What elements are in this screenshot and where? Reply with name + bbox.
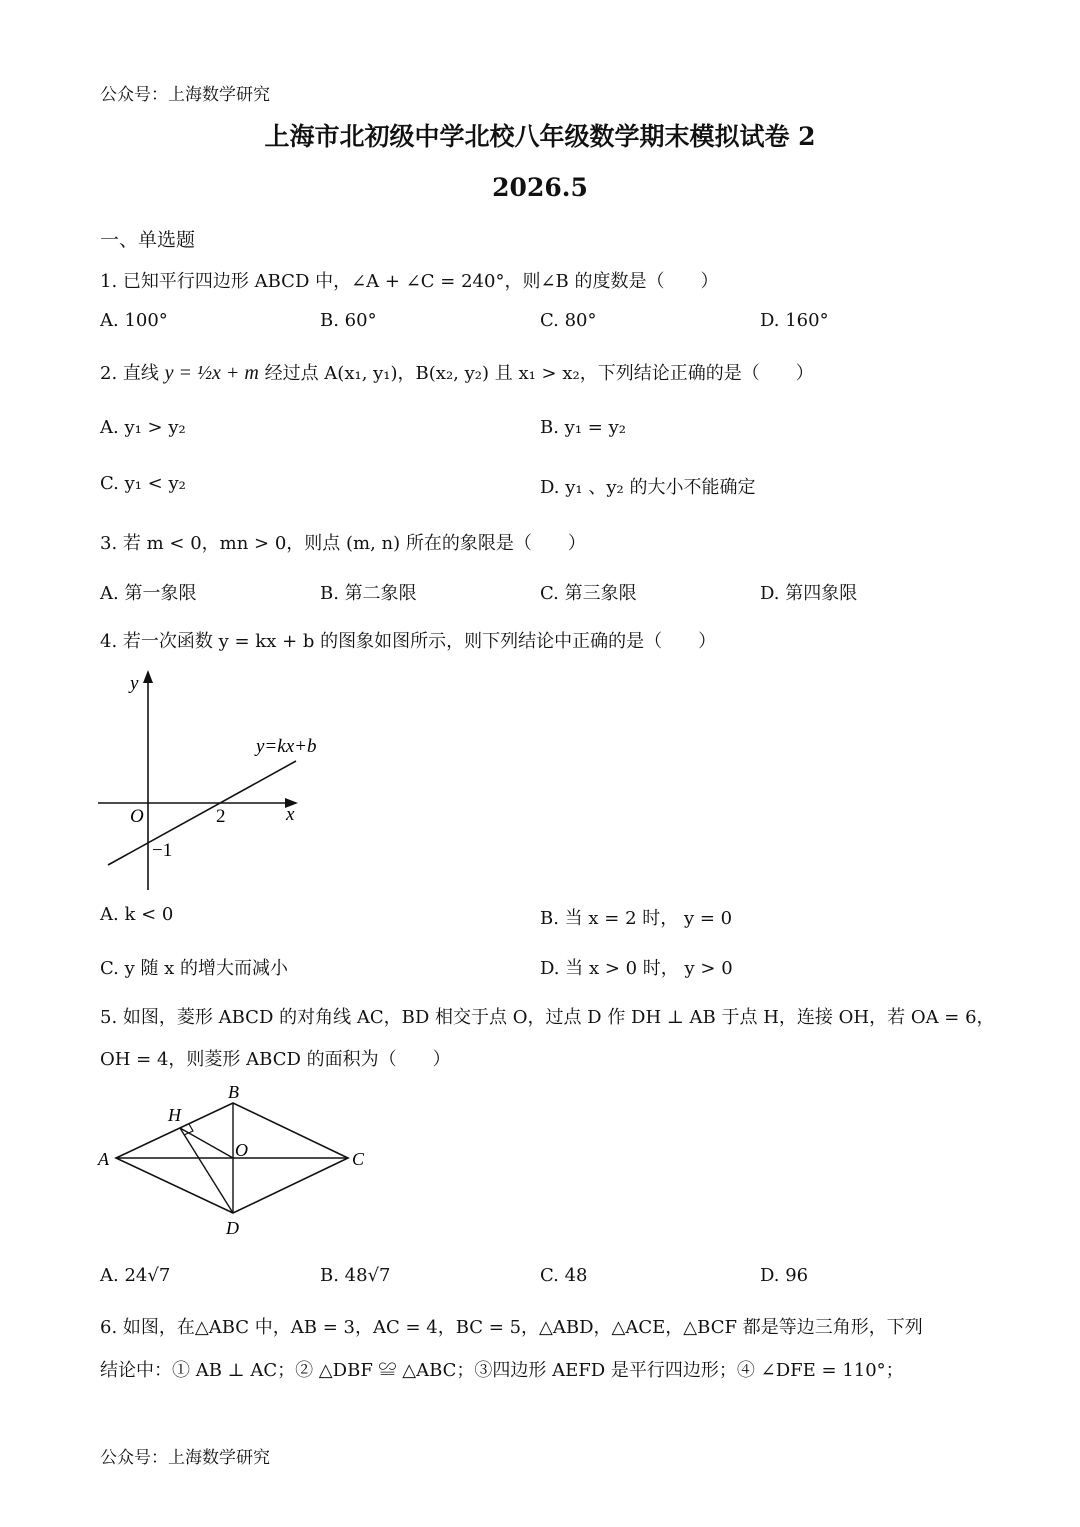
question-2-option-a: A. y₁ > y₂: [100, 417, 186, 438]
question-2-stem: [100, 359, 814, 385]
question-1-option-c: C. 80°: [540, 310, 597, 331]
y-intercept-label: −1: [152, 840, 173, 861]
question-3-option-b: B. 第二象限: [320, 583, 417, 604]
line-equation-label: y=kx+b: [256, 736, 317, 757]
question-5-figure: [90, 1078, 380, 1243]
origin-label: O: [130, 806, 144, 827]
question-5-option-c: C. 48: [540, 1265, 588, 1286]
question-3-option-d: D. 第四象限: [760, 583, 858, 604]
vertex-c-label: C: [352, 1149, 365, 1169]
question-1-option-b: B. 60°: [320, 310, 377, 331]
question-2-stem-prefix: 2. 直线: [100, 363, 159, 384]
x-intercept-label: 2: [216, 806, 226, 827]
question-2-option-d: D. y₁ 、y₂ 的大小不能确定: [540, 477, 756, 498]
question-6-stem-line-2: 结论中：① AB ⊥ AC；② △DBF ≌ △ABC；③四边形 AEFD 是平行四边形；④ ∠DFE = 110°；: [100, 1360, 904, 1381]
question-4-option-c: C. y 随 x 的增大而减小: [100, 958, 289, 979]
question-4-option-a: A. k < 0: [100, 904, 174, 925]
question-2-stem-rest: 经过点 A(x₁, y₁)，B(x₂, y₂) 且 x₁ > x₂，下列结论正确的是（ ）: [264, 363, 814, 384]
point-o-label: O: [235, 1140, 248, 1160]
question-4-figure: [90, 665, 320, 895]
question-1-option-d: D. 160°: [760, 310, 829, 331]
vertex-d-label: D: [226, 1218, 239, 1238]
question-1-stem: 1. 已知平行四边形 ABCD 中，∠A + ∠C = 240°，则∠B 的度数是（ ）: [100, 271, 719, 292]
y-axis-label: y: [130, 673, 139, 694]
question-4-stem: 4. 若一次函数 y = kx + b 的图象如图所示，则下列结论中正确的是（ ）: [100, 631, 717, 652]
x-axis-label: x: [286, 804, 295, 825]
question-5-stem-line-1: 5. 如图，菱形 ABCD 的对角线 AC，BD 相交于点 O，过点 D 作 DH ⊥ AB 于点 H，连接 OH，若 OA = 6，: [100, 1007, 995, 1028]
question-5-stem-line-2: OH = 4，则菱形 ABCD 的面积为（ ）: [100, 1049, 451, 1070]
question-5-option-d: D. 96: [760, 1265, 809, 1286]
segment-oh: [180, 1128, 233, 1158]
page-subtitle-date: 2026.5: [492, 173, 588, 202]
question-3-option-c: C. 第三象限: [540, 583, 637, 604]
question-5-option-a: A. 24√7: [100, 1265, 171, 1286]
question-4-option-d: D. 当 x > 0 时， y > 0: [540, 958, 733, 979]
page-title: 上海市北初级中学北校八年级数学期末模拟试卷 2: [264, 122, 816, 151]
question-2-option-c: C. y₁ < y₂: [100, 473, 186, 494]
footer-note: 公众号：上海数学研究: [100, 1448, 270, 1468]
question-2-option-b: B. y₁ = y₂: [540, 417, 626, 438]
question-6-stem-line-1: 6. 如图，在△ABC 中，AB = 3，AC = 4，BC = 5，△ABD，△ACE，△BCF 都是等边三角形，下列: [100, 1317, 923, 1338]
question-1-option-a: A. 100°: [100, 310, 168, 331]
question-3-stem: 3. 若 m < 0，mn > 0，则点 (m, n) 所在的象限是（ ）: [100, 533, 586, 554]
section-heading: 一、单选题: [100, 229, 196, 251]
vertex-b-label: B: [228, 1082, 239, 1102]
question-3-option-a: A. 第一象限: [100, 583, 197, 604]
y-axis-arrow-icon: [143, 670, 153, 683]
question-4-option-b: B. 当 x = 2 时， y = 0: [540, 908, 733, 929]
question-5-option-b: B. 48√7: [320, 1265, 391, 1286]
question-2-stem-math: y = ½x + m: [164, 362, 259, 384]
vertex-a-label: A: [98, 1149, 109, 1169]
top-note: 公众号：上海数学研究: [100, 85, 270, 105]
point-h-label: H: [168, 1105, 181, 1125]
